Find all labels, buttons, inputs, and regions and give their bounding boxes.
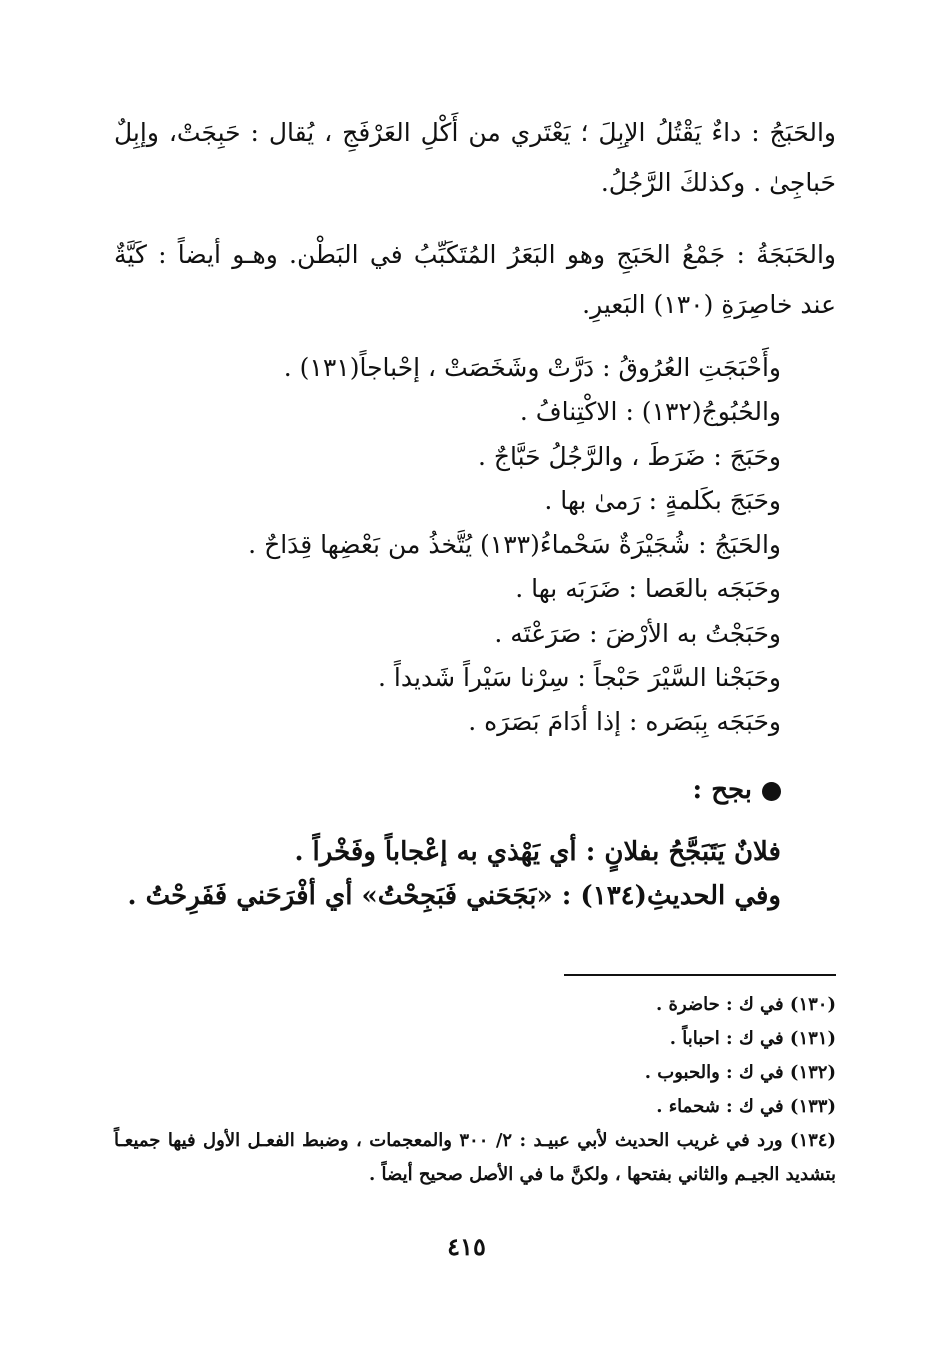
list-item: وحَبَجَه بِبَصَره : إذا أدَامَ بَصَرَه . [468, 707, 781, 737]
list-item: وحَبَجَ : ضَرَطَ ، والرَّجُلُ حَبَّاجٌ . [477, 441, 781, 471]
list-item: فلانٌ يَتَبَجَّحُ بفلانٍ : أي يَهْذي به إعْجاباً وفَخْراً . [294, 837, 781, 867]
list-item: والحَبَجُ : شُجَيْرَةٌ سَحْماءُ(١٣٣) يُتَّخذُ من بَعْضِها قِدَاحٌ . [248, 530, 781, 560]
list-item: وأَحْبَجَتِ العُرُوقُ : دَرَّتْ وشَخَصَتْ ، إحْباجاً(١٣١) . [283, 353, 781, 382]
section-heading [693, 770, 781, 810]
footnote: (١٣٣) في ك : شحماء . [656, 1096, 836, 1117]
entry-list [121, 346, 781, 745]
footnote-divider [564, 974, 836, 976]
footnote: (١٣٤) ورد في غريب الحديث لأبي عبيـد : ٢/ ٣٠٠ والمعجمات ، وضبط الفعـل الأول فيها جميعـاً بتشديد الجيـم والثاني بفتحها ، ولكنَّ ما في الأصل صحيح أيضاً . [114, 1130, 836, 1185]
list-item: وحَبَجْتُ به الأرْضَ : صَرَعْتَه . [494, 618, 781, 648]
list-item: وحَبَجْنا السَّيْرَ حَبْجاً : سِرْنا سَيْراً شَديداً . [378, 663, 781, 693]
paragraph-habaj: والحَبَجُ : داءٌ يَقْتُلُ الإبِلَ ؛ يَعْتَري من أَكْلِ العَرْفَجِ ، يُقال : حَبِجَتْ، وإبِلٌ حَباجِىٰ . وكذلكَ الرَّجُلُ. [114, 118, 836, 197]
list-item: وفي الحديثِ(١٣٤) : «بَجَحَني فَبَجِحْتُ» أي أفْرَحَني فَفَرِحْتُ . [127, 881, 781, 911]
footnote: (١٣٠) في ك : حاضرة . [655, 994, 836, 1015]
bullet-icon [762, 782, 781, 801]
footnote: (١٣٢) في ك : والحبوب . [644, 1062, 836, 1083]
section-heading-text: بجح : [692, 775, 752, 805]
list-item: وحَبَجَ بكَلمةٍ : رَمىٰ بها . [544, 485, 781, 515]
bold-entry-list [121, 830, 781, 918]
paragraph-habaja: والحَبَجَةُ : جَمْعُ الحَبَجِ وهو البَعَرُ المُتَكَبِّبُ في البَطْن. وهـو أيضاً : كَيَّةٌ عند خاصِرَةِ (١٣٠) البَعيرِ. [114, 240, 836, 319]
list-item: والحُبُوجُ(١٣٢) : الاكْتِنافُ . [519, 397, 781, 427]
list-item: وحَبَجَه بالعَصا : ضَرَبَه بها . [515, 574, 781, 604]
footnote: (١٣١) في ك : احباباً . [669, 1028, 836, 1049]
footnotes [114, 988, 836, 1192]
page-number: ٤١٥ [447, 1232, 486, 1261]
